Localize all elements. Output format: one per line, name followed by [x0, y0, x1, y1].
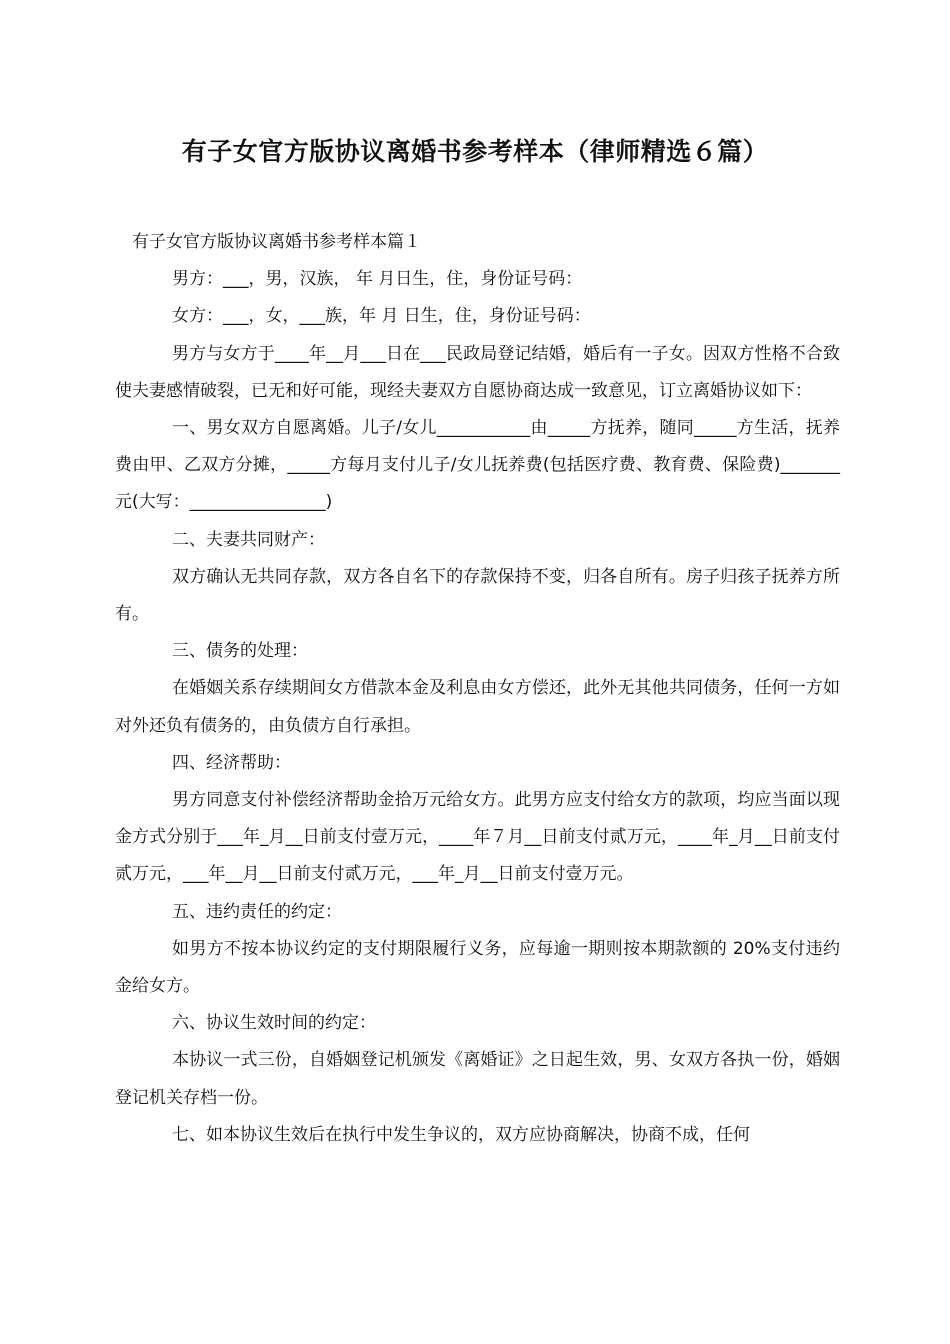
paragraph-marriage-background: 男方与女方于____年__月___日在___民政局登记结婚，婚后有一子女。因双方性格不合致使夫妻感情破裂，已无和好可能，现经夫妻双方自愿协商达成一致意见，订立离婚协议如下： [115, 343, 840, 401]
paragraph-heading-economic-aid: 四、经济帮助： [172, 752, 291, 773]
document-title: 有子女官方版协议离婚书参考样本（律师精选６篇） [181, 137, 769, 166]
paragraph-heading-breach: 五、违约责任的约定： [172, 901, 342, 922]
document-body [115, 224, 840, 1154]
paragraph-heading-debt: 三、债务的处理： [172, 641, 308, 662]
paragraph-economic-aid: 男方同意支付补偿经济帮助金拾万元给女方。此男方应支付给女方的款项，均应当面以现金方式分别于___年_月__日前支付壹万元，____年７月__日前支付贰万元，____年_月__日前支付贰万元，___年__月__日前支付贰万元，___年_月__日前支付壹万元。 [115, 790, 840, 885]
paragraph-effective: 本协议一式三份，自婚姻登记机颁发《离婚证》之日起生效，男、女双方各执一份，婚姻登记机关存档一份。 [115, 1050, 840, 1108]
paragraph-heading-effective: 六、协议生效时间的约定： [172, 1013, 376, 1034]
paragraph-wife-info: 女方：___，女，___族，年 月 日生，住，身份证号码： [172, 306, 591, 327]
paragraph-heading-property: 二、夫妻共同财产： [172, 529, 325, 550]
paragraph-breach: 如男方不按本协议约定的支付期限履行义务，应每逾一期则按本期款额的 20%支付违约金给女方。 [115, 938, 840, 997]
paragraph-husband-info: 男方：___，男，汉族， 年 月日生，住，身份证号码： [172, 269, 583, 290]
paragraph-dispute: 七、如本协议生效后在执行中发生争议的，双方应协商解决，协商不成，任何 [172, 1124, 750, 1145]
section-heading: 有子女官方版协议离婚书参考样本篇１ [132, 232, 421, 252]
paragraph-debt: 在婚姻关系存续期间女方借款本金及利息由女方偿还，此外无其他共同债务，任何一方如对外还负有债务的，由负债方自行承担。 [115, 678, 840, 736]
paragraph-clause-divorce-custody: 一、男女双方自愿离婚。儿子/女儿___________由_____方抚养，随同_____方生活，抚养费由甲、乙双方分摊，_____方每月支付儿子/女儿抚养费(包括医疗费、教育费、保险费)_______元(大写：________________) [115, 418, 840, 513]
paragraph-property: 双方确认无共同存款，双方各自名下的存款保持不变，归各自所有。房子归孩子抚养方所有。 [115, 566, 840, 625]
